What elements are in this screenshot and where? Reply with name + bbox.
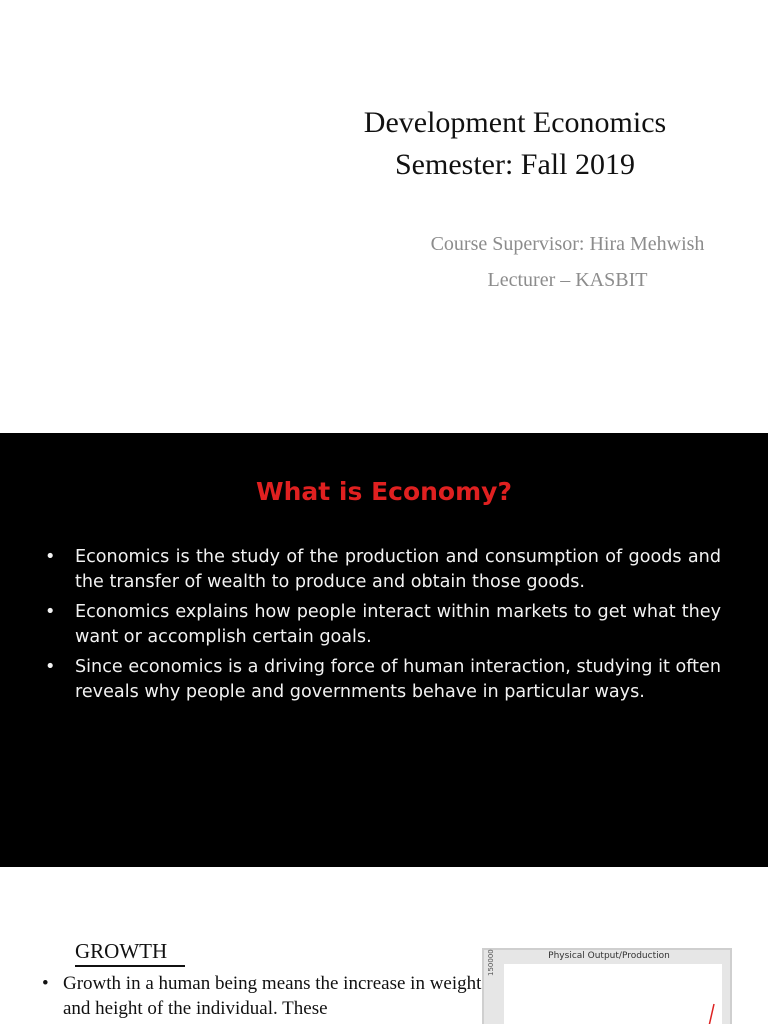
bullet-paragraph (42, 971, 482, 1021)
economy-slide (0, 433, 768, 867)
slide-heading: GROWTH (75, 939, 185, 967)
list-item (45, 655, 721, 705)
bullet-icon: • (45, 547, 56, 567)
chart-y-tick: 150000 (487, 949, 495, 976)
supervisor-line: Course Supervisor: Hira Mehwish (430, 233, 705, 255)
list-item (45, 545, 721, 595)
bullet-text: Growth in a human being means the increase in weight and height of the individual. These (63, 973, 482, 1019)
slide-title: What is Economy? (256, 477, 512, 506)
bullet-text: Economics explains how people interact within markets to get what they want or accomplish certain goals. (75, 602, 721, 647)
chart-svg (504, 964, 722, 1024)
growth-slide (0, 867, 768, 1024)
bullet-icon: • (45, 602, 56, 622)
lecturer-line: Lecturer – KASBIT (487, 269, 648, 291)
chart-image (482, 948, 732, 1024)
semester-line: Semester: Fall 2019 (395, 148, 635, 181)
bullet-list (45, 545, 721, 710)
bullet-text: Since economics is a driving force of human interaction, studying it often reveals why people and governments behave in particular ways. (75, 657, 721, 702)
chart-title: Physical Output/Production (548, 951, 670, 961)
bullet-icon: • (45, 657, 56, 677)
bullet-icon: • (42, 973, 49, 994)
bullet-text: Economics is the study of the production and consumption of goods and the transfer of wealth to produce and obtain those goods. (75, 547, 721, 592)
chart-plot-area (504, 964, 722, 1024)
chart-line (709, 1004, 714, 1024)
list-item (45, 600, 721, 650)
title-slide (0, 0, 768, 433)
course-title: Development Economics (363, 106, 667, 139)
